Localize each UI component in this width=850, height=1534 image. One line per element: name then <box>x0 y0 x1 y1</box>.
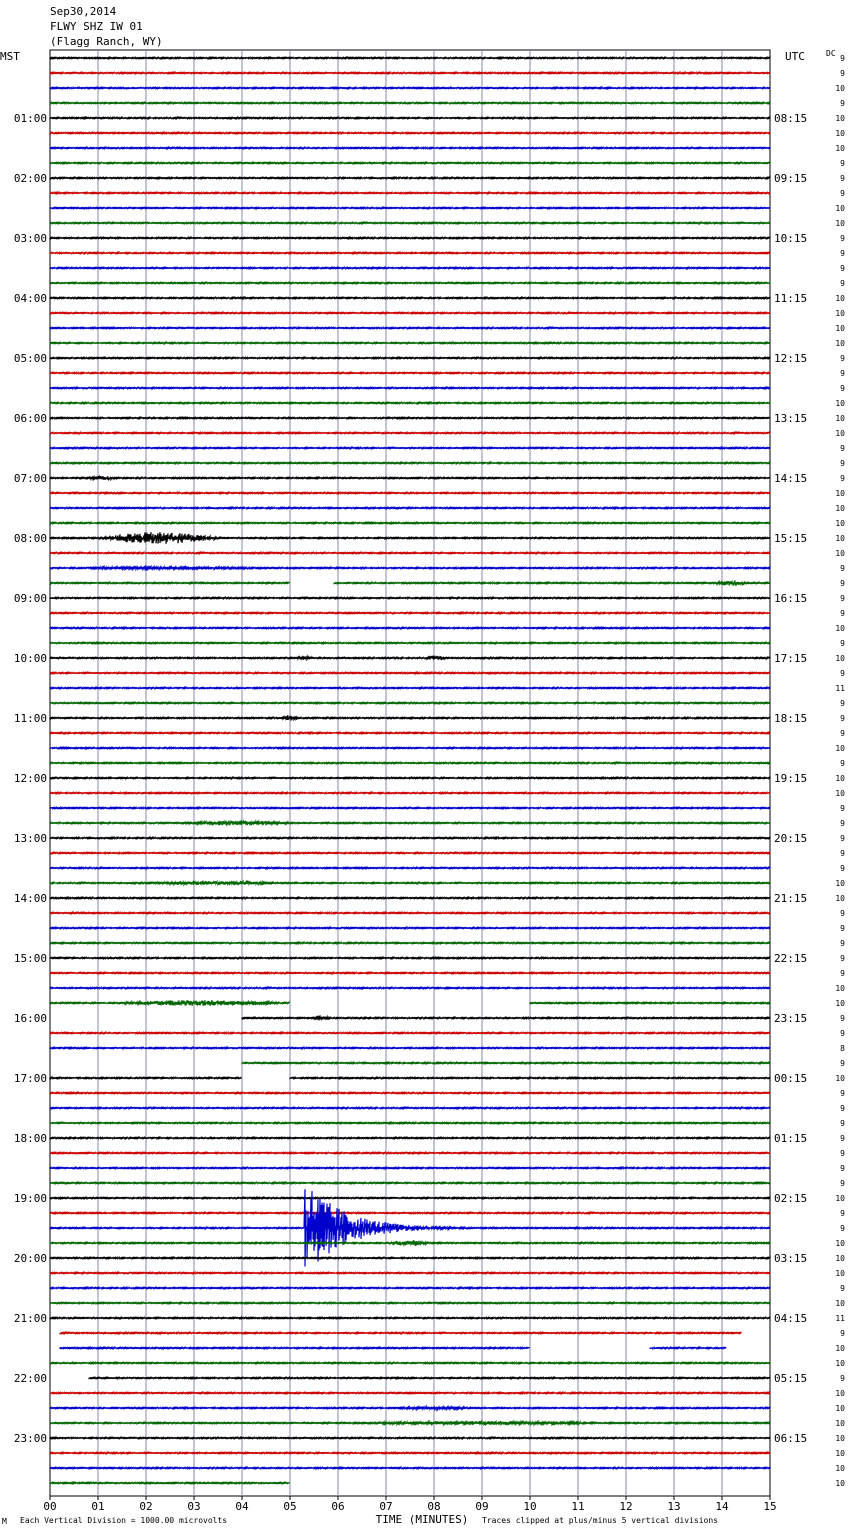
dc-offset-label: 9 <box>840 714 845 723</box>
dc-offset-label: 10 <box>835 1194 845 1203</box>
x-tick-label: 02 <box>139 1500 153 1513</box>
dc-offset-label: 9 <box>840 1329 845 1338</box>
seismic-trace <box>50 252 770 253</box>
dc-offset-label: 9 <box>840 759 845 768</box>
right-hour-label: 08:15 <box>774 112 808 125</box>
seismic-trace <box>50 1392 770 1393</box>
seismic-trace <box>50 207 770 208</box>
dc-offset-label: 9 <box>840 1119 845 1128</box>
x-tick-label: 01 <box>91 1500 105 1513</box>
x-tick-label: 06 <box>331 1500 345 1513</box>
dc-offset-label: 9 <box>840 939 845 948</box>
left-hour-label: 11:00 <box>13 712 47 725</box>
seismic-trace <box>50 402 770 403</box>
dc-offset-label: 10 <box>835 894 845 903</box>
seismic-trace <box>50 87 770 88</box>
seismic-trace <box>50 1197 770 1198</box>
dc-offset-label: 9 <box>840 834 845 843</box>
left-hour-label: 06:00 <box>13 412 47 425</box>
x-tick-label: 12 <box>619 1500 633 1513</box>
seismic-trace <box>50 1122 770 1123</box>
dc-offset-label: 10 <box>835 1239 845 1248</box>
seismic-trace <box>50 372 770 373</box>
plot-frame <box>50 50 770 1496</box>
x-tick-label: 07 <box>379 1500 393 1513</box>
dc-offset-label: 9 <box>840 249 845 258</box>
left-hour-label: 16:00 <box>13 1012 47 1025</box>
left-hour-label: 23:00 <box>13 1432 47 1445</box>
dc-offset-label: 9 <box>840 279 845 288</box>
dc-offset-label: 9 <box>840 594 845 603</box>
dc-offset-label: 9 <box>840 924 845 933</box>
seismic-trace <box>50 282 770 283</box>
dc-offset-label: 10 <box>835 624 845 633</box>
dc-offset-label: 9 <box>840 1059 845 1068</box>
seismic-trace <box>50 1182 770 1183</box>
dc-offset-label: 9 <box>840 849 845 858</box>
dc-offset-label: 9 <box>840 1134 845 1143</box>
seismic-trace <box>50 777 770 778</box>
right-hour-label: 04:15 <box>774 1312 808 1325</box>
seismic-trace <box>50 432 770 433</box>
dc-offset-label: 10 <box>835 1404 845 1413</box>
dc-offset-label: 9 <box>840 1014 845 1023</box>
right-hour-label: 21:15 <box>774 892 808 905</box>
dc-offset-label: 10 <box>835 1359 845 1368</box>
seismic-trace <box>50 417 770 418</box>
dc-offset-label: 10 <box>835 1479 845 1488</box>
dc-offset-label: 10 <box>835 399 845 408</box>
dc-offset-label: 10 <box>835 114 845 123</box>
seismic-trace <box>50 1437 770 1438</box>
dc-offset-label: 9 <box>840 1284 845 1293</box>
seismic-trace <box>50 807 770 808</box>
seismic-trace <box>50 1452 770 1453</box>
left-hour-label: 18:00 <box>13 1132 47 1145</box>
seismic-trace <box>50 192 770 193</box>
left-hour-label: 02:00 <box>13 172 47 185</box>
dc-offset-label: 10 <box>835 999 845 1008</box>
x-tick-label: 13 <box>667 1500 681 1513</box>
seismic-trace <box>50 687 770 688</box>
dc-offset-label: 9 <box>840 444 845 453</box>
x-tick-label: 11 <box>571 1500 585 1513</box>
seismic-trace <box>50 1302 770 1303</box>
dc-offset-label: 9 <box>840 174 845 183</box>
dc-offset-label: 9 <box>840 1104 845 1113</box>
dc-offset-label: 10 <box>835 1299 845 1308</box>
right-hour-label: 01:15 <box>774 1132 808 1145</box>
seismic-trace <box>50 1362 770 1363</box>
seismic-trace <box>50 972 770 973</box>
dc-offset-label: 9 <box>840 1209 845 1218</box>
dc-offset-label: 9 <box>840 1179 845 1188</box>
seismic-trace <box>50 1137 770 1138</box>
right-hour-label: 10:15 <box>774 232 808 245</box>
seismic-trace <box>50 1189 770 1266</box>
seismic-trace <box>50 852 770 853</box>
seismic-trace <box>242 1017 770 1019</box>
left-hour-label: 12:00 <box>13 772 47 785</box>
dc-offset-label: 10 <box>835 429 845 438</box>
right-hour-label: 18:15 <box>774 712 808 725</box>
seismic-trace <box>50 715 770 720</box>
right-hour-label: 09:15 <box>774 172 808 185</box>
right-hour-label: 16:15 <box>774 592 808 605</box>
seismic-trace <box>50 1317 770 1318</box>
right-hour-label: 12:15 <box>774 352 808 365</box>
x-tick-label: 03 <box>187 1500 201 1513</box>
seismic-trace <box>50 357 770 358</box>
right-hour-label: 23:15 <box>774 1012 808 1025</box>
dc-offset-label: 9 <box>840 54 845 63</box>
seismic-trace <box>50 672 770 673</box>
left-hour-label: 05:00 <box>13 352 47 365</box>
dc-offset-label: 9 <box>840 1164 845 1173</box>
seismic-trace <box>50 957 770 958</box>
dc-offset-label: 10 <box>835 549 845 558</box>
dc-offset-label: 9 <box>840 669 845 678</box>
seismic-trace <box>50 552 770 553</box>
left-hour-label: 15:00 <box>13 952 47 965</box>
dc-offset-label: 9 <box>840 234 845 243</box>
dc-offset-label: 9 <box>840 69 845 78</box>
seismic-trace <box>50 642 770 643</box>
left-hour-label: 08:00 <box>13 532 47 545</box>
seismic-trace <box>50 656 770 660</box>
dc-offset-label: 9 <box>840 369 845 378</box>
x-tick-label: 09 <box>475 1500 489 1513</box>
seismic-trace <box>50 102 770 103</box>
mst-label: MST <box>0 50 20 63</box>
dc-offset-label: 10 <box>835 129 845 138</box>
seismic-trace <box>50 1257 770 1258</box>
dc-offset-label: 9 <box>840 579 845 588</box>
seismic-trace <box>50 1287 770 1288</box>
x-tick-label: 08 <box>427 1500 441 1513</box>
seismic-trace <box>50 1240 770 1246</box>
seismic-trace <box>50 762 770 763</box>
dc-offset-label: 9 <box>840 1149 845 1158</box>
right-hour-label: 20:15 <box>774 832 808 845</box>
dc-offset-label: 10 <box>835 654 845 663</box>
seismic-trace <box>50 297 770 298</box>
seismic-trace <box>50 492 770 493</box>
dc-offset-label: 10 <box>835 774 845 783</box>
dc-offset-label: 10 <box>835 1419 845 1428</box>
seismic-trace <box>50 1032 770 1033</box>
dc-offset-label: 10 <box>835 489 845 498</box>
seismic-trace <box>50 222 770 223</box>
dc-offset-label: 9 <box>840 969 845 978</box>
dc-offset-label: 10 <box>835 294 845 303</box>
seismic-trace <box>50 1407 770 1410</box>
left-hour-label: 10:00 <box>13 652 47 665</box>
left-hour-label: 19:00 <box>13 1192 47 1205</box>
seismic-trace <box>50 387 770 388</box>
seismic-trace <box>50 1077 770 1078</box>
dc-offset-label: 8 <box>840 1044 845 1053</box>
dc-offset-label: 10 <box>835 879 845 888</box>
right-hour-label: 02:15 <box>774 1192 808 1205</box>
dc-label: DC <box>826 49 836 58</box>
seismic-trace <box>50 867 770 868</box>
seismic-trace <box>50 1092 770 1093</box>
left-hour-label: 01:00 <box>13 112 47 125</box>
dc-offset-label: 9 <box>840 189 845 198</box>
seismic-trace <box>50 567 770 570</box>
dc-offset-label: 10 <box>835 339 845 348</box>
seismic-trace <box>89 1377 770 1378</box>
seismic-trace <box>50 162 770 163</box>
seismic-trace <box>50 1482 770 1483</box>
x-tick-label: 10 <box>523 1500 537 1513</box>
left-hour-label: 13:00 <box>13 832 47 845</box>
right-hour-label: 00:15 <box>774 1072 808 1085</box>
left-hour-label: 04:00 <box>13 292 47 305</box>
seismic-trace <box>50 532 770 544</box>
x-tick-label: 04 <box>235 1500 249 1513</box>
seismic-trace <box>50 732 770 733</box>
seismic-trace <box>50 72 770 73</box>
left-hour-label: 21:00 <box>13 1312 47 1325</box>
dc-offset-label: 9 <box>840 459 845 468</box>
seismic-trace <box>50 1047 770 1048</box>
dc-offset-label: 10 <box>835 219 845 228</box>
dc-offset-label: 10 <box>835 1464 845 1473</box>
seismic-trace <box>50 597 770 598</box>
seismic-trace <box>50 580 770 585</box>
seismic-trace <box>60 1332 770 1333</box>
dc-offset-label: 10 <box>835 1344 845 1353</box>
right-hour-label: 11:15 <box>774 292 808 305</box>
seismic-trace <box>50 1000 770 1006</box>
dc-offset-label: 10 <box>835 1074 845 1083</box>
seismic-trace <box>50 312 770 313</box>
dc-offset-label: 10 <box>835 1254 845 1263</box>
dc-offset-label: 10 <box>835 204 845 213</box>
seismic-trace <box>50 821 770 826</box>
seismic-trace <box>50 1421 770 1425</box>
dc-offset-label: 10 <box>835 519 845 528</box>
dc-offset-label: 9 <box>840 384 845 393</box>
seismic-trace <box>50 792 770 793</box>
seismic-trace <box>50 342 770 343</box>
dc-offset-label: 9 <box>840 1224 845 1233</box>
seismic-trace <box>50 1107 770 1108</box>
dc-offset-label: 10 <box>835 984 845 993</box>
seismic-trace <box>50 476 770 480</box>
seismic-trace <box>50 147 770 148</box>
dc-offset-label: 9 <box>840 729 845 738</box>
dc-offset-label: 9 <box>840 1029 845 1038</box>
seismic-trace <box>242 1062 770 1063</box>
dc-offset-label: 9 <box>840 699 845 708</box>
right-hour-label: 19:15 <box>774 772 808 785</box>
seismic-trace <box>50 912 770 913</box>
right-hour-label: 06:15 <box>774 1432 808 1445</box>
dc-offset-label: 10 <box>835 414 845 423</box>
dc-offset-label: 9 <box>840 159 845 168</box>
right-hour-label: 14:15 <box>774 472 808 485</box>
dc-offset-label: 10 <box>835 504 845 513</box>
dc-offset-label: 10 <box>835 789 845 798</box>
seismic-trace <box>50 1167 770 1168</box>
dc-offset-label: 10 <box>835 144 845 153</box>
seismic-trace <box>50 1152 770 1153</box>
right-hour-label: 05:15 <box>774 1372 808 1385</box>
left-hour-label: 07:00 <box>13 472 47 485</box>
seismic-trace <box>50 507 770 508</box>
right-hour-label: 17:15 <box>774 652 808 665</box>
plot-date: Sep30,2014 <box>50 5 117 18</box>
x-tick-label: 05 <box>283 1500 297 1513</box>
seismic-trace <box>50 447 770 448</box>
dc-offset-label: 10 <box>835 1434 845 1443</box>
x-tick-label: 15 <box>763 1500 777 1513</box>
dc-offset-label: 9 <box>840 99 845 108</box>
dc-offset-label: 9 <box>840 909 845 918</box>
seismic-trace <box>50 267 770 268</box>
dc-offset-label: 9 <box>840 264 845 273</box>
dc-offset-label: 9 <box>840 354 845 363</box>
seismic-trace <box>50 177 770 178</box>
utc-label: UTC <box>785 50 805 63</box>
dc-offset-label: 9 <box>840 474 845 483</box>
seismic-trace <box>50 132 770 133</box>
dc-offset-label: 10 <box>835 744 845 753</box>
seismic-trace <box>50 1467 770 1468</box>
seismic-trace <box>50 897 770 898</box>
right-hour-label: 22:15 <box>774 952 808 965</box>
left-hour-label: 03:00 <box>13 232 47 245</box>
seismic-trace <box>50 881 770 885</box>
dc-offset-label: 9 <box>840 564 845 573</box>
dc-offset-label: 9 <box>840 804 845 813</box>
seismic-trace <box>50 627 770 628</box>
dc-offset-label: 9 <box>840 1089 845 1098</box>
dc-offset-label: 10 <box>835 1449 845 1458</box>
seismic-trace <box>50 237 770 238</box>
seismic-trace <box>50 747 770 748</box>
seismic-trace <box>50 987 770 988</box>
seismic-trace <box>50 327 770 328</box>
seismic-trace <box>50 57 770 58</box>
left-hour-label: 17:00 <box>13 1072 47 1085</box>
dc-offset-label: 10 <box>835 1269 845 1278</box>
dc-offset-label: 9 <box>840 609 845 618</box>
dc-offset-label: 9 <box>840 819 845 828</box>
seismic-trace <box>50 837 770 838</box>
dc-offset-label: 11 <box>835 1314 845 1323</box>
seismic-trace <box>50 927 770 928</box>
seismic-trace <box>50 702 770 703</box>
dc-offset-label: 10 <box>835 324 845 333</box>
x-axis-title: TIME (MINUTES) <box>375 1513 469 1526</box>
right-hour-label: 13:15 <box>774 412 808 425</box>
left-hour-label: 14:00 <box>13 892 47 905</box>
x-tick-label: 00 <box>43 1500 57 1513</box>
dc-offset-label: 10 <box>835 84 845 93</box>
scale-note: Each Vertical Division = 1000.00 microvolts <box>20 1516 228 1525</box>
seismic-trace <box>50 117 770 118</box>
x-tick-label: 14 <box>715 1500 729 1513</box>
station-location: (Flagg Ranch, WY) <box>50 35 163 48</box>
right-hour-label: 03:15 <box>774 1252 808 1265</box>
seismic-trace <box>50 612 770 613</box>
left-hour-label: 09:00 <box>13 592 47 605</box>
dc-offset-label: 9 <box>840 1374 845 1383</box>
station-code: FLWY SHZ IW 01 <box>50 20 143 33</box>
right-hour-label: 15:15 <box>774 532 808 545</box>
seismic-trace <box>50 462 770 463</box>
seismic-trace <box>50 942 770 943</box>
dc-offset-label: 9 <box>840 639 845 648</box>
corner-mark: M <box>2 1517 7 1526</box>
seismic-trace <box>50 1212 770 1213</box>
dc-offset-label: 10 <box>835 1389 845 1398</box>
left-hour-label: 22:00 <box>13 1372 47 1385</box>
dc-offset-label: 11 <box>835 684 845 693</box>
left-hour-label: 20:00 <box>13 1252 47 1265</box>
seismic-trace <box>60 1347 770 1348</box>
clip-note: Traces clipped at plus/minus 5 vertical divisions <box>482 1516 719 1525</box>
dc-offset-label: 9 <box>840 864 845 873</box>
seismic-trace <box>50 522 770 523</box>
dc-offset-label: 10 <box>835 309 845 318</box>
seismic-trace <box>50 1272 770 1273</box>
dc-offset-label: 10 <box>835 534 845 543</box>
dc-offset-label: 9 <box>840 954 845 963</box>
